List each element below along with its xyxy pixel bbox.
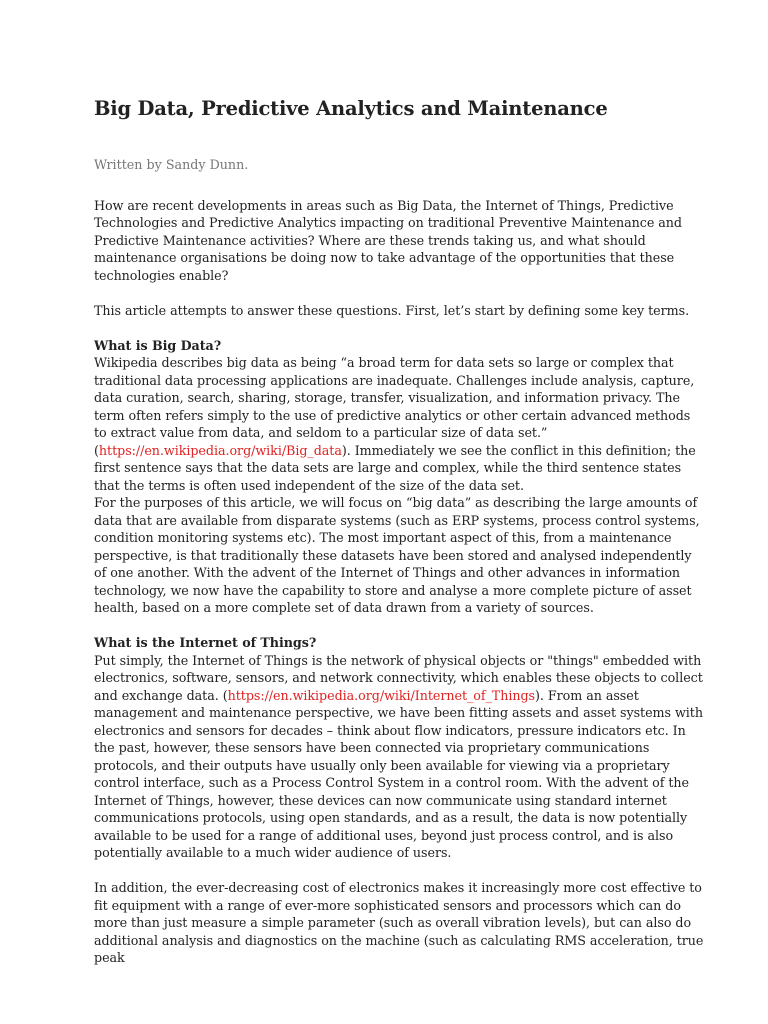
- article-byline: Written by Sandy Dunn.: [94, 157, 249, 172]
- iot-wiki-link[interactable]: https://en.wikipedia.org/wiki/Internet_of_Things: [227, 687, 536, 703]
- big-data-link-open: (: [94, 442, 99, 458]
- article-title: Big Data, Predictive Analytics and Maintenance: [94, 97, 608, 120]
- big-data-paragraph-1: [94, 354, 706, 494]
- intro-paragraph: How are recent developments in areas such as Big Data, the Internet of Things, Predictive Technologies and Predictive Analytics impacting on traditional Preventive Maintenance and Predictive Maintenance activities? Where are these trends taking us, and what should maintenance organisations be doing now to take advantage of the opportunities that these technologies enable?: [94, 197, 682, 283]
- big-data-paragraph-2: For the purposes of this article, we will focus on “big data” as describing the large amounts of data that are available from disparate systems (such as ERP systems, process control systems, condition monitoring systems etc). The most important aspect of this, from a maintenance perspective, is that traditionally these datasets have been stored and analysed independently of one another. With the advent of the Internet of Things and other advances in information technology, we now have the capability to store and analyse a more complete picture of asset health, based on a more complete set of data drawn from a variety of sources.: [94, 495, 700, 615]
- iot-paragraph-1: [94, 652, 706, 862]
- iot-commentary: ). From an asset management and maintenance perspective, we have been fitting assets and asset systems with electronics and sensors for decades – think about flow indicators, pressure indicators etc. In the past, however, these sensors have been connected via proprietary communications protocols, and their outputs have usually only been available for viewing via a proprietary control interface, such as a Process Control System in a control room. With the advent of the Internet of Things, however, these devices can now communicate using standard internet communications protocols, using open standards, and as a result, the data is now potentially available to be used for a range of additional uses, beyond just process control, and is also potentially available to a much wider audience of users.: [94, 687, 703, 860]
- big-data-wiki-link[interactable]: https://en.wikipedia.org/wiki/Big_data: [98, 442, 342, 458]
- iot-definition: Put simply, the Internet of Things is the network of physical objects or "things" embedded with electronics, software, sensors, and network connectivity, which enables these objects to collect and exchange data. (: [94, 652, 703, 703]
- iot-paragraph-2: In addition, the ever-decreasing cost of electronics makes it increasingly more cost effective to fit equipment with a range of ever-more sophisticated sensors and processors which can do more than just measure a simple parameter (such as overall vibration levels), but can also do additional analysis and diagnostics on the machine (such as calculating RMS acceleration, true peak: [94, 880, 704, 965]
- intro-paragraph-2: This article attempts to answer these questions. First, let’s start by defining some key terms.: [94, 302, 690, 318]
- article: [94, 92, 706, 967]
- section-heading-iot: What is the Internet of Things?: [94, 635, 317, 650]
- section-heading-big-data: What is Big Data?: [94, 337, 222, 353]
- big-data-commentary: ). Immediately we see the conflict in this definition; the first sentence says that the data sets are large and complex, while the third sentence states that the terms is often used independent of the size of the data set.: [94, 442, 696, 493]
- big-data-quote: Wikipedia describes big data as being “a broad term for data sets so large or complex that traditional data processing applications are inadequate. Challenges include analysis, capture, data curation, search, sharing, storage, transfer, visualization, and information privacy. The term often refers simply to the use of predictive analytics or other certain advanced methods to extract value from data, and seldom to a particular size of data set.”: [94, 355, 695, 440]
